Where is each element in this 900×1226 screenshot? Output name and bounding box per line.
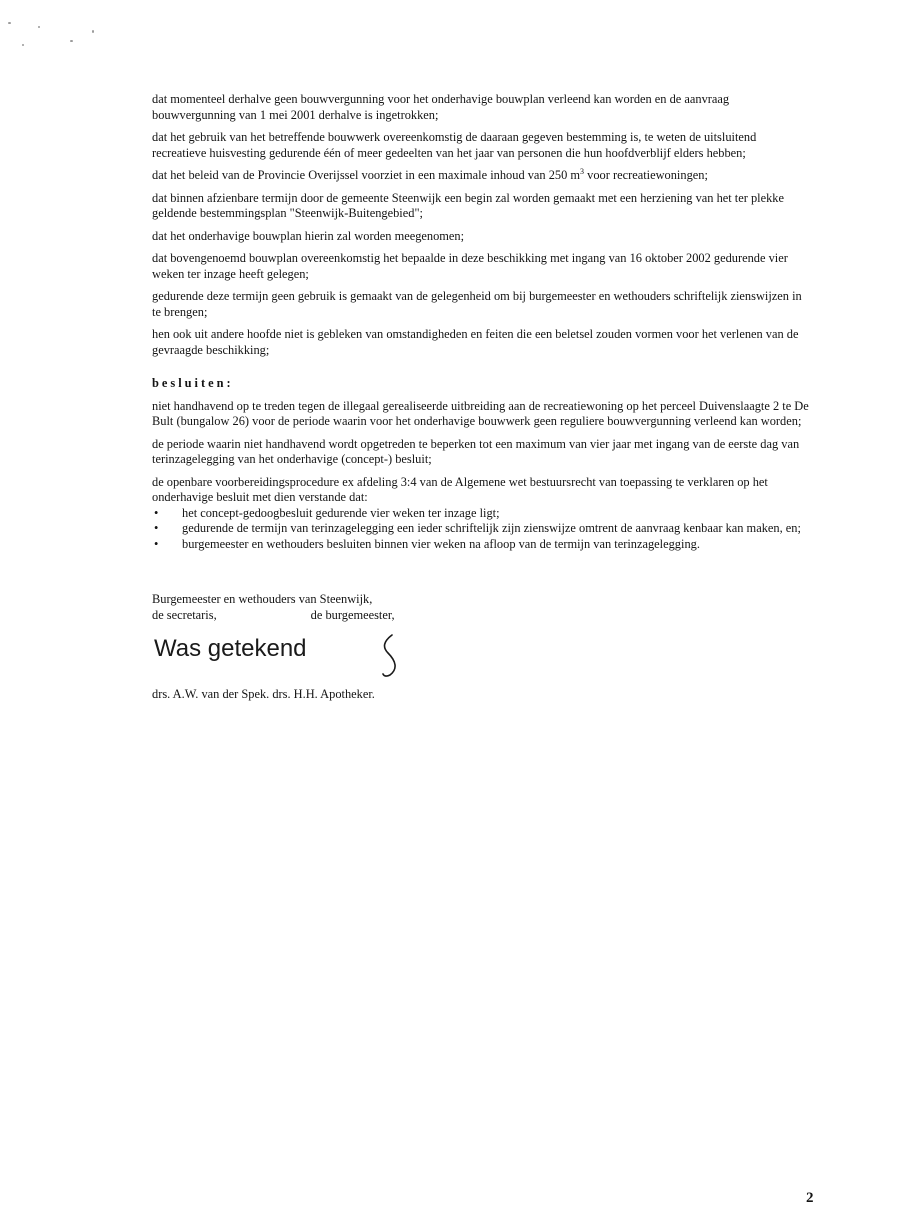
section-heading: besluiten:	[152, 376, 234, 390]
paragraph: dat het gebruik van het betreffende bouwwerk overeenkomstig de daaraan gegeven bestemming is, te weten de uitsluitend recreatieve huisvesting gedurende één of meer gedeelten van het jaar van personen die hun hoofdverblijf elders hebben;	[152, 130, 757, 160]
signature-scribble-icon	[372, 631, 412, 681]
bullet-icon: •	[154, 505, 159, 520]
bullet-text: burgemeester en wethouders besluiten binnen vier weken na afloop van de termijn van terinzagelegging.	[182, 536, 700, 551]
paragraph: gedurende deze termijn geen gebruik is gemaakt van de gelegenheid om bij burgemeester en wethouders schriftelijk zienswijzen in te brengen;	[152, 289, 802, 319]
signatory-labels	[152, 608, 812, 624]
scan-speck	[8, 22, 11, 24]
document-body	[152, 92, 812, 703]
scan-speck	[38, 26, 40, 28]
secretary-label: de secretaris,	[152, 607, 217, 622]
superscript-3: 3	[580, 166, 585, 176]
paragraph: dat bovengenoemd bouwplan overeenkomstig het bepaalde in deze beschikking met ingang van 16 oktober 2002 gedurende vier weken ter inzage heeft gelegen;	[152, 251, 788, 281]
signatory-names: drs. A.W. van der Spek. drs. H.H. Apotheker.	[152, 687, 375, 701]
bullet-item	[152, 521, 812, 537]
paragraph: hen ook uit andere hoofde niet is gebleken van omstandigheden en feiten die een beletsel zouden vormen voor het verlenen van de gevraagde beschikking;	[152, 327, 799, 357]
bullet-item	[152, 506, 812, 522]
paragraph-volume	[152, 168, 812, 184]
paragraph: dat binnen afzienbare termijn door de gemeente Steenwijk een begin zal worden gemaakt met een herziening van het ter plekke geldende bestemmingsplan "Steenwijk-Buitengebied";	[152, 190, 785, 220]
scan-speck	[22, 44, 24, 46]
paragraph-volume-before: dat het beleid van de Provincie Overijssel voorziet in een maximale inhoud van 250 m	[152, 168, 581, 182]
signing-authority: Burgemeester en wethouders van Steenwijk,	[152, 592, 373, 606]
mayor-label: de burgemeester,	[310, 607, 395, 622]
bullet-text: gedurende de termijn van terinzagelegging een ieder schriftelijk zijn zienswijze omtrent de aanvraag kenbaar kan maken, en;	[182, 521, 801, 535]
signed-row	[152, 631, 812, 683]
decision-paragraph: de periode waarin niet handhavend wordt opgetreden te beperken tot een maximum van vier jaar met ingang van de eerste dag van terinzagelegging van het onderhavige (concept-) besluit;	[152, 436, 800, 466]
paragraph: dat momenteel derhalve geen bouwvergunning voor het onderhavige bouwplan verleend kan worden en de aanvraag bouwvergunning van 1 mei 2001 derhalve is ingetrokken;	[152, 92, 730, 122]
scan-speck	[92, 30, 94, 33]
paragraph: dat het onderhavige bouwplan hierin zal worden meegenomen;	[152, 228, 465, 243]
bullet-list	[152, 506, 812, 553]
bullet-item	[152, 537, 812, 553]
decision-paragraph: niet handhavend op te treden tegen de illegaal gerealiseerde uitbreiding aan de recreatiewoning op het perceel Duivenslaagte 2 te De Bult (bungalow 26) voor de periode waarin voor het onderhavige bouwwerk geen reguliere bouwvergunning verleend kan worden;	[152, 398, 809, 428]
signed-note: Was getekend	[154, 635, 307, 662]
scan-speck	[70, 40, 73, 42]
page-number: 2	[806, 1190, 814, 1206]
bullet-icon: •	[154, 521, 159, 535]
decision-paragraph: de openbare voorbereidingsprocedure ex afdeling 3:4 van de Algemene wet bestuursrecht van toepassing te verklaren op het onderhavige besluit met dien verstande dat:	[152, 474, 768, 504]
paragraph-volume-after: voor recreatiewoningen;	[584, 168, 708, 182]
bullet-text: het concept-gedoogbesluit gedurende vier weken ter inzage ligt;	[182, 505, 500, 520]
signature-block	[152, 592, 812, 703]
bullet-icon: •	[154, 536, 159, 551]
